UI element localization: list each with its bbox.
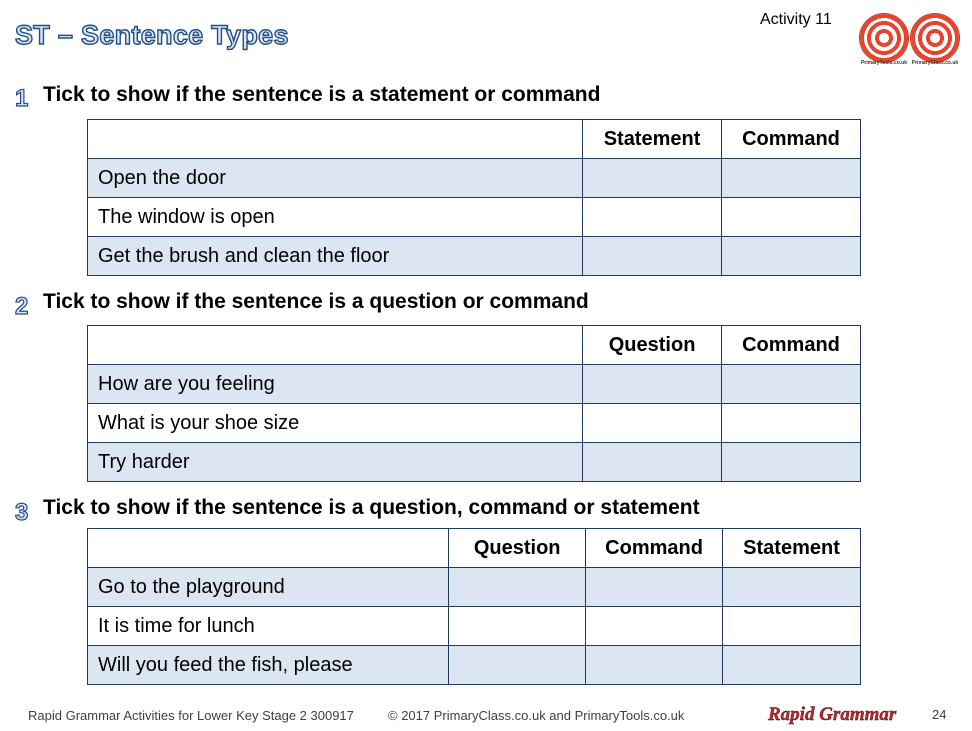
- header-cell-empty: [88, 326, 583, 365]
- primaryclass-logo: [911, 14, 959, 62]
- table-row: [88, 404, 861, 443]
- column-header: Statement: [723, 529, 861, 568]
- question-instruction-1: Tick to show if the sentence is a statement or command: [43, 83, 601, 106]
- table-header-row: [88, 529, 861, 568]
- tick-cell[interactable]: [722, 443, 861, 482]
- column-header: Question: [449, 529, 586, 568]
- tick-cell[interactable]: [722, 237, 861, 276]
- tick-cell[interactable]: [586, 568, 723, 607]
- table-row: [88, 365, 861, 404]
- table-row: [88, 646, 861, 685]
- tick-cell[interactable]: [722, 198, 861, 237]
- header-cell-empty: [88, 529, 449, 568]
- header-cell-empty: [88, 120, 583, 159]
- tick-cell[interactable]: [723, 646, 861, 685]
- page-title: ST – Sentence Types: [15, 20, 289, 50]
- rapid-grammar-logo: Rapid Grammar: [768, 704, 897, 725]
- tick-cell[interactable]: [723, 607, 861, 646]
- tick-cell[interactable]: [722, 365, 861, 404]
- column-header: Command: [722, 120, 861, 159]
- tick-cell[interactable]: [583, 237, 722, 276]
- table-row: [88, 607, 861, 646]
- column-header: Command: [722, 326, 861, 365]
- tick-cell[interactable]: [583, 443, 722, 482]
- tick-cell[interactable]: [583, 159, 722, 198]
- question-instruction-3: Tick to show if the sentence is a question, command or statement: [43, 496, 700, 519]
- tick-cell[interactable]: [586, 646, 723, 685]
- tick-cell[interactable]: [449, 646, 586, 685]
- tick-cell[interactable]: [586, 607, 723, 646]
- table-header-row: [88, 326, 861, 365]
- table-row: [88, 159, 861, 198]
- question-number-3: 3: [15, 499, 29, 526]
- column-header: Question: [583, 326, 722, 365]
- primarytools-logo: [860, 14, 908, 62]
- question-number-2: 2: [15, 293, 29, 320]
- tick-cell[interactable]: [449, 607, 586, 646]
- sentence-cell: Open the door: [88, 159, 583, 198]
- primaryclass-logo-caption: PrimaryClass.co.uk: [911, 60, 959, 66]
- sentence-cell: The window is open: [88, 198, 583, 237]
- worksheet-table-3: [87, 528, 861, 685]
- sentence-cell: How are you feeling: [88, 365, 583, 404]
- table-row: [88, 568, 861, 607]
- tick-cell[interactable]: [722, 404, 861, 443]
- tick-cell[interactable]: [449, 568, 586, 607]
- table-row: [88, 198, 861, 237]
- worksheet-table-2: [87, 325, 861, 482]
- tick-cell[interactable]: [583, 404, 722, 443]
- sentence-cell: Will you feed the fish, please: [88, 646, 449, 685]
- tick-cell[interactable]: [723, 568, 861, 607]
- worksheet-table-1: [87, 119, 861, 276]
- column-header: Statement: [583, 120, 722, 159]
- question-instruction-2: Tick to show if the sentence is a question or command: [43, 290, 589, 313]
- column-header: Command: [586, 529, 723, 568]
- primarytools-logo-caption: PrimaryTools.co.uk: [860, 60, 908, 66]
- activity-label: Activity 11: [760, 11, 832, 28]
- sentence-cell: Try harder: [88, 443, 583, 482]
- table-row: [88, 443, 861, 482]
- sentence-cell: What is your shoe size: [88, 404, 583, 443]
- sentence-cell: It is time for lunch: [88, 607, 449, 646]
- table-row: [88, 237, 861, 276]
- footer-copyright: © 2017 PrimaryClass.co.uk and PrimaryTools.co.uk: [388, 708, 685, 723]
- tick-cell[interactable]: [722, 159, 861, 198]
- table-header-row: [88, 120, 861, 159]
- tick-cell[interactable]: [583, 365, 722, 404]
- question-number-1: 1: [15, 85, 29, 112]
- sentence-cell: Get the brush and clean the floor: [88, 237, 583, 276]
- sentence-cell: Go to the playground: [88, 568, 449, 607]
- page-number: 24: [932, 707, 947, 722]
- footer-book-title: Rapid Grammar Activities for Lower Key Stage 2 300917: [28, 708, 354, 723]
- tick-cell[interactable]: [583, 198, 722, 237]
